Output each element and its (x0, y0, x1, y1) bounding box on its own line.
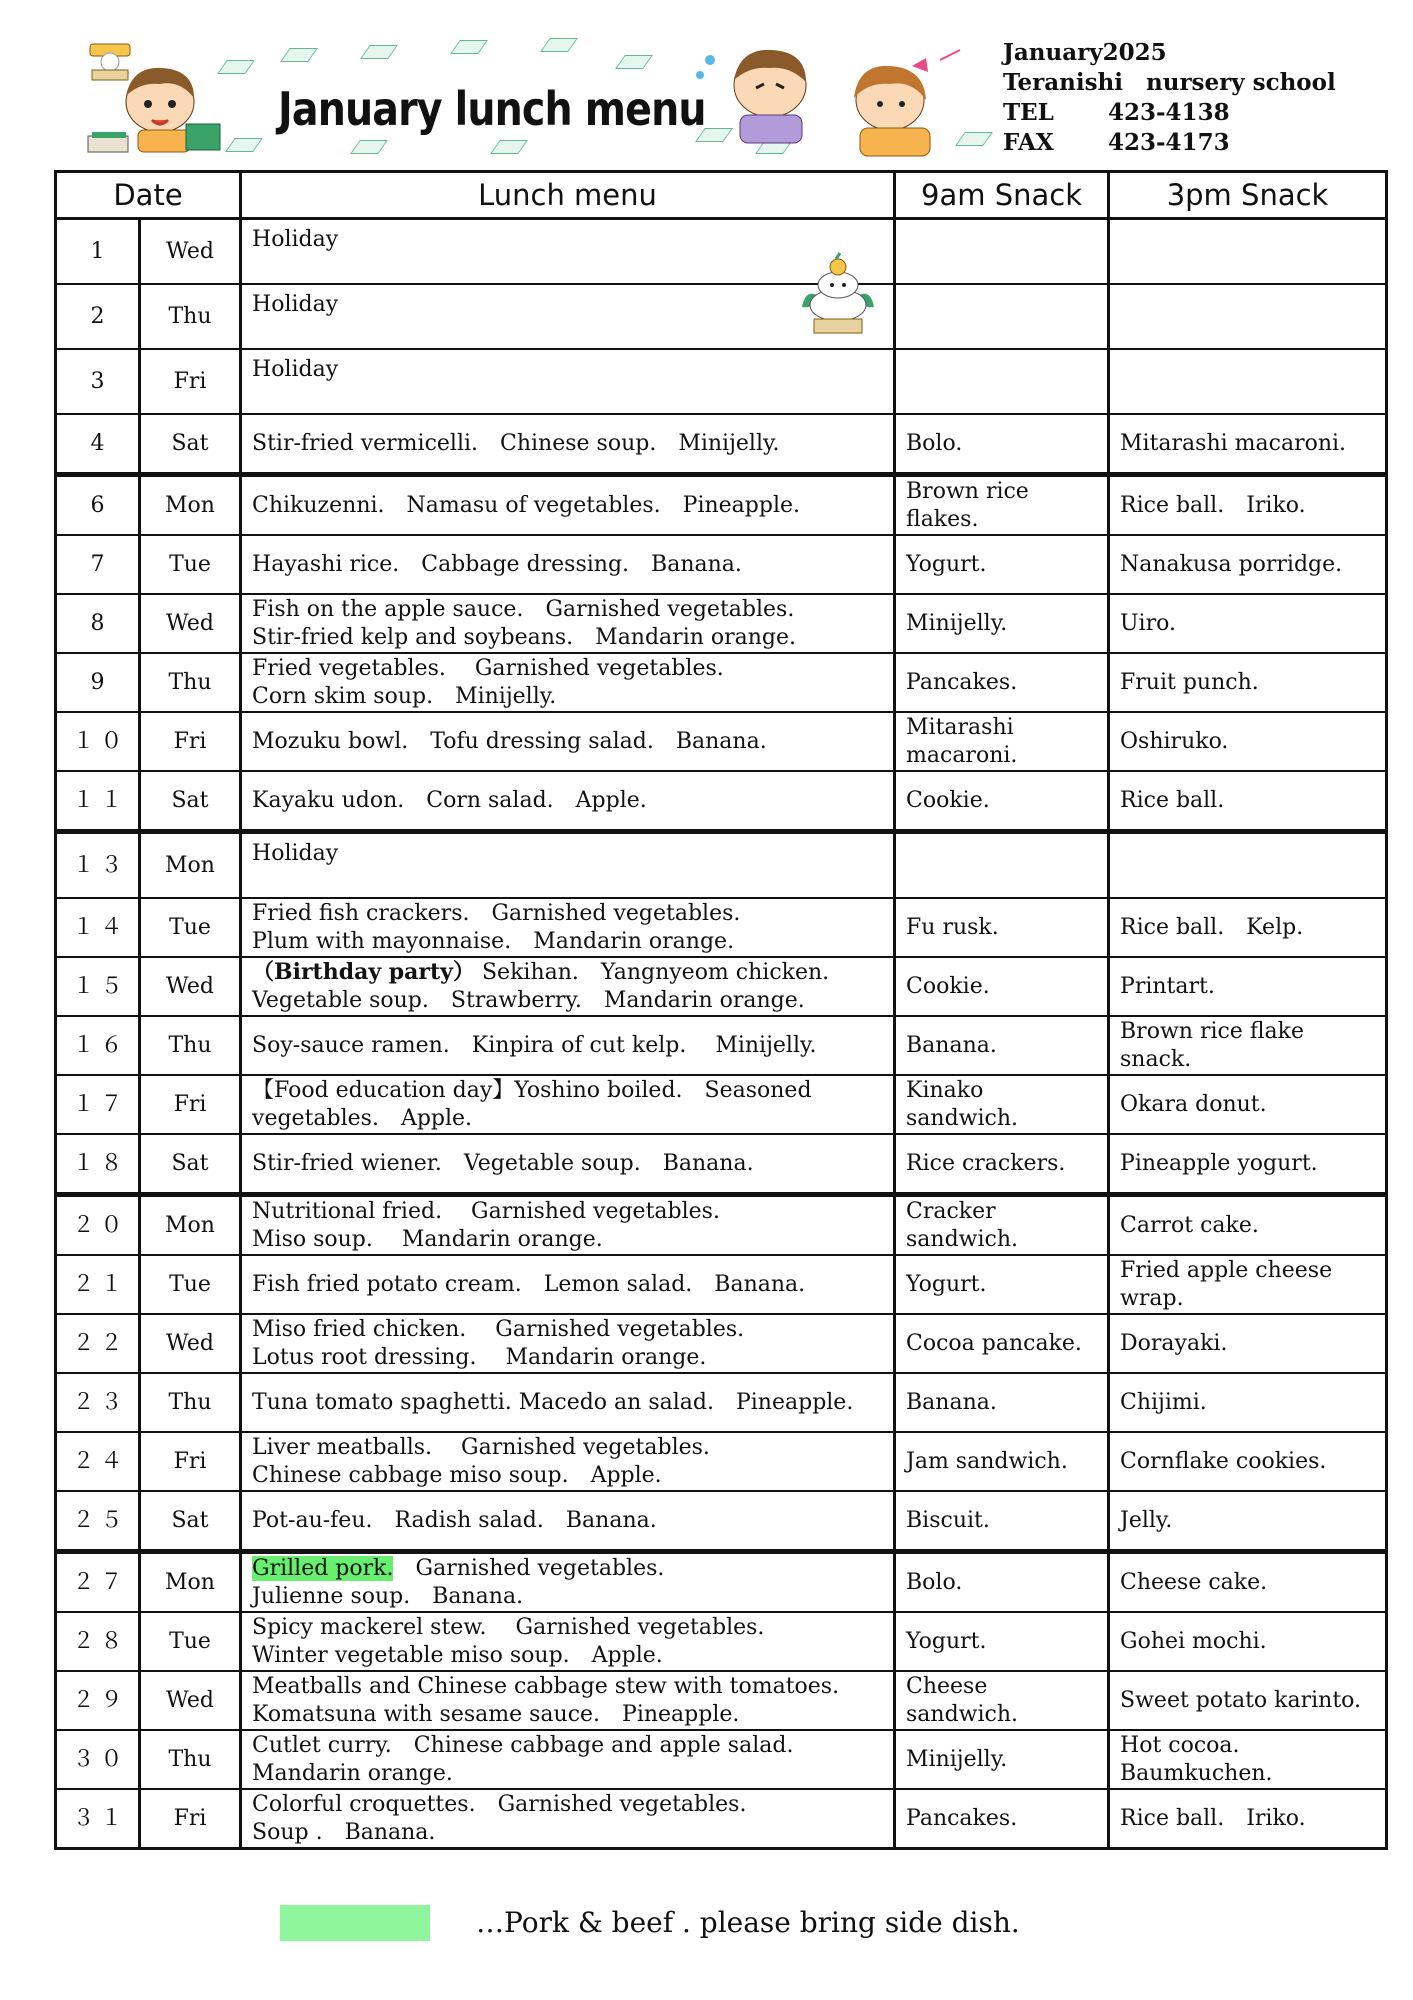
fax-label: FAX (1003, 129, 1054, 156)
weekday: Thu (140, 653, 241, 712)
card-decoration (490, 140, 528, 154)
lunch-line-2: Soup . Banana. (252, 1819, 436, 1845)
date-number: ３０ (56, 1730, 140, 1789)
lunch-text: Colorful croquettes. Garnished vegetables. (252, 1791, 747, 1817)
snack-9am: Cookie. (895, 957, 1109, 1016)
snack-3pm: Uiro. (1109, 594, 1387, 653)
weekday: Fri (140, 1432, 241, 1491)
card-decoration (450, 40, 488, 54)
table-row (56, 957, 1387, 1016)
tel-label: TEL (1003, 99, 1054, 126)
weekday: Wed (140, 1671, 241, 1730)
table-row (56, 535, 1387, 594)
lunch-line-1 (252, 291, 883, 319)
weekday: Thu (140, 1373, 241, 1432)
weekday: Sat (140, 1491, 241, 1552)
lunch-text: Soy-sauce ramen. Kinpira of cut kelp. Minijelly. (252, 1032, 817, 1058)
snack-9am: Cheese sandwich. (895, 1671, 1109, 1730)
lunch-line-2: Komatsuna with sesame sauce. Pineapple. (252, 1701, 740, 1727)
table-row (56, 349, 1387, 414)
table-row (56, 1612, 1387, 1671)
lunch-cell (241, 1255, 895, 1314)
school-info (1003, 38, 1336, 158)
weekday: Tue (140, 1255, 241, 1314)
snack-3pm: Jelly. (1109, 1491, 1387, 1552)
lunch-line-2: Corn skim soup. Minijelly. (252, 683, 557, 709)
table-row (56, 1671, 1387, 1730)
lunch-line-1 (252, 1316, 883, 1344)
lunch-menu-table (54, 170, 1388, 1850)
tel-number: 423-4138 (1108, 99, 1230, 126)
date-number: ２４ (56, 1432, 140, 1491)
snack-9am: Brown rice flakes. (895, 475, 1109, 536)
weekday: Wed (140, 594, 241, 653)
lunch-cell (241, 1432, 895, 1491)
lunch-line-1 (252, 1150, 883, 1178)
lunch-line-2: Vegetable soup. Strawberry. Mandarin orange. (252, 988, 805, 1013)
date-number: ２７ (56, 1552, 140, 1613)
boy-with-cards-illustration (82, 40, 232, 155)
lunch-cell (241, 1491, 895, 1552)
snack-3pm (1109, 219, 1387, 285)
lunch-text: Spicy mackerel stew. Garnished vegetables. (252, 1614, 765, 1640)
snack-3pm: Hot cocoa. Baumkuchen. (1109, 1730, 1387, 1789)
header-3pm-snack: 3pm Snack (1109, 172, 1387, 219)
date-number: １８ (56, 1134, 140, 1195)
lunch-text: Pot-au-feu. Radish salad. Banana. (252, 1507, 657, 1533)
lunch-line-2: Lotus root dressing. Mandarin orange. (252, 1344, 707, 1370)
table-row (56, 771, 1387, 832)
snack-9am: Yogurt. (895, 1255, 1109, 1314)
snack-9am: Banana. (895, 1373, 1109, 1432)
page-title: January lunch menu (278, 82, 706, 136)
menu-rows (56, 219, 1387, 1849)
card-decoration (280, 48, 318, 62)
lunch-cell (241, 1671, 895, 1730)
snack-3pm (1109, 284, 1387, 349)
lunch-text: Garnished vegetables. (415, 1555, 665, 1581)
table-row (56, 219, 1387, 285)
snack-9am: Cookie. (895, 771, 1109, 832)
snack-3pm: Dorayaki. (1109, 1314, 1387, 1373)
header-date: Date (56, 172, 241, 219)
table-row (56, 1195, 1387, 1256)
date-number: ３１ (56, 1789, 140, 1849)
month-label: January2025 (1003, 39, 1167, 66)
lunch-text: Mozuku bowl. Tofu dressing salad. Banana. (252, 728, 767, 754)
weekday: Tue (140, 1612, 241, 1671)
lunch-cell (241, 1075, 895, 1134)
snack-3pm: Carrot cake. (1109, 1195, 1387, 1256)
lunch-line-1 (252, 840, 883, 868)
snack-9am (895, 219, 1109, 285)
snack-3pm: Oshiruko. (1109, 712, 1387, 771)
snack-3pm: Cornflake cookies. (1109, 1432, 1387, 1491)
lunch-cell (241, 1195, 895, 1256)
lunch-cell (241, 475, 895, 536)
date-number: ２１ (56, 1255, 140, 1314)
table-row (56, 1730, 1387, 1789)
snack-9am: Banana. (895, 1016, 1109, 1075)
snack-3pm (1109, 832, 1387, 899)
lunch-text: Fried vegetables. Garnished vegetables. (252, 655, 724, 681)
lunch-text: Holiday (252, 841, 339, 866)
lunch-cell (241, 832, 895, 899)
school-name: Teranishi nursery school (1003, 69, 1336, 96)
lunch-text: Sekihan. Yangnyeom chicken. (481, 960, 830, 985)
lunch-cell (241, 1789, 895, 1849)
table-header (56, 172, 1387, 219)
snack-3pm: Mitarashi macaroni. (1109, 414, 1387, 475)
snack-3pm: Fruit punch. (1109, 653, 1387, 712)
lunch-line-1 (252, 1198, 883, 1226)
snack-9am: Minijelly. (895, 594, 1109, 653)
table-row (56, 594, 1387, 653)
lunch-cell (241, 653, 895, 712)
lunch-text: Tuna tomato spaghetti. Macedo an salad. Pineapple. (252, 1389, 854, 1415)
table-row (56, 1134, 1387, 1195)
lunch-line-1 (252, 596, 883, 624)
date-number: １１ (56, 771, 140, 832)
table-row (56, 898, 1387, 957)
legend-swatch (280, 1905, 430, 1941)
lunch-line-1 (252, 1077, 883, 1133)
lunch-text: Holiday (252, 227, 339, 252)
pork-beef-highlight: Grilled pork. (252, 1555, 394, 1581)
weekday: Tue (140, 898, 241, 957)
snack-9am (895, 284, 1109, 349)
header-9am-snack: 9am Snack (895, 172, 1109, 219)
fax-number: 423-4173 (1108, 129, 1230, 156)
date-number: 7 (56, 535, 140, 594)
weekday: Mon (140, 475, 241, 536)
lunch-cell (241, 414, 895, 475)
table-row (56, 1789, 1387, 1849)
date-number: 6 (56, 475, 140, 536)
snack-9am: Bolo. (895, 414, 1109, 475)
lunch-text: Holiday (252, 357, 339, 382)
lunch-line-1 (252, 655, 883, 683)
lunch-line-1 (252, 728, 883, 756)
snack-9am: Kinako sandwich. (895, 1075, 1109, 1134)
table-row (56, 1552, 1387, 1613)
date-number: ２２ (56, 1314, 140, 1373)
weekday: Sat (140, 1134, 241, 1195)
card-decoration (540, 38, 578, 52)
lunch-cell (241, 771, 895, 832)
weekday: Thu (140, 1016, 241, 1075)
date-number: 4 (56, 414, 140, 475)
snack-9am: Yogurt. (895, 535, 1109, 594)
lunch-line-1 (252, 900, 883, 928)
date-number: ２０ (56, 1195, 140, 1256)
lunch-text: Cutlet curry. Chinese cabbage and apple salad. (252, 1732, 794, 1758)
snack-3pm: Chijimi. (1109, 1373, 1387, 1432)
lunch-text: 【Food education day】Yoshino boiled. Seasoned vegetables. Apple. (252, 1077, 812, 1131)
snack-9am: Pancakes. (895, 1789, 1109, 1849)
snack-9am: Fu rusk. (895, 898, 1109, 957)
lunch-line-1 (252, 492, 883, 520)
snack-9am: Pancakes. (895, 653, 1109, 712)
date-number: 2 (56, 284, 140, 349)
weekday: Wed (140, 1314, 241, 1373)
table-row (56, 1075, 1387, 1134)
lunch-text: Fish fried potato cream. Lemon salad. Banana. (252, 1271, 806, 1297)
lunch-cell (241, 1314, 895, 1373)
header-lunch: Lunch menu (241, 172, 895, 219)
legend-text: …Pork & beef . please bring side dish. (476, 1906, 1020, 1939)
date-number: 1 (56, 219, 140, 285)
date-number: 8 (56, 594, 140, 653)
lunch-line-1 (252, 1791, 883, 1819)
lunch-cell (241, 1612, 895, 1671)
lunch-line-1 (252, 787, 883, 815)
table-row (56, 1016, 1387, 1075)
snack-9am (895, 349, 1109, 414)
table-row (56, 475, 1387, 536)
lunch-line-1 (252, 1434, 883, 1462)
snack-9am: Cracker sandwich. (895, 1195, 1109, 1256)
table-row (56, 832, 1387, 899)
weekday: Thu (140, 284, 241, 349)
lunch-text: Liver meatballs. Garnished vegetables. (252, 1434, 710, 1460)
date-number: １７ (56, 1075, 140, 1134)
lunch-text: Stir-fried vermicelli. Chinese soup. Minijelly. (252, 430, 780, 456)
snack-3pm: Rice ball. Kelp. (1109, 898, 1387, 957)
table-row (56, 1373, 1387, 1432)
table-row (56, 284, 1387, 349)
snack-3pm: Sweet potato karinto. (1109, 1671, 1387, 1730)
lunch-cell (241, 594, 895, 653)
kagami-mochi-illustration (796, 247, 880, 335)
snack-9am: Mitarashi macaroni. (895, 712, 1109, 771)
lunch-line-1 (252, 1032, 883, 1060)
weekday: Mon (140, 1195, 241, 1256)
children-playing-illustration (690, 40, 990, 165)
date-number: 9 (56, 653, 140, 712)
lunch-line-2: Stir-fried kelp and soybeans. Mandarin orange. (252, 624, 797, 650)
snack-9am: Minijelly. (895, 1730, 1109, 1789)
lunch-cell (241, 1730, 895, 1789)
lunch-line-1 (252, 1389, 883, 1417)
lunch-line-1 (252, 1732, 883, 1760)
lunch-text: Miso fried chicken. Garnished vegetables. (252, 1316, 745, 1342)
card-decoration (350, 140, 388, 154)
lunch-line-1 (252, 430, 883, 458)
snack-3pm: Printart. (1109, 957, 1387, 1016)
snack-3pm: Rice ball. Iriko. (1109, 1789, 1387, 1849)
lunch-text: Fried fish crackers. Garnished vegetables. (252, 900, 741, 926)
lunch-text: Fish on the apple sauce. Garnished vegetables. (252, 596, 795, 622)
weekday: Mon (140, 1552, 241, 1613)
lunch-line-2: Julienne soup. Banana. (252, 1583, 524, 1609)
date-number: １５ (56, 957, 140, 1016)
lunch-text: Hayashi rice. Cabbage dressing. Banana. (252, 551, 742, 577)
snack-3pm: Rice ball. (1109, 771, 1387, 832)
card-decoration (360, 45, 398, 59)
date-number: ２９ (56, 1671, 140, 1730)
table-row (56, 653, 1387, 712)
table-row (56, 1255, 1387, 1314)
snack-3pm (1109, 349, 1387, 414)
table-row (56, 1491, 1387, 1552)
lunch-line-1 (252, 1507, 883, 1535)
lunch-cell (241, 535, 895, 594)
lunch-line-1 (252, 1555, 883, 1583)
page-header (0, 0, 1413, 165)
weekday: Fri (140, 1789, 241, 1849)
snack-3pm: Fried apple cheese wrap. (1109, 1255, 1387, 1314)
snack-3pm: Okara donut. (1109, 1075, 1387, 1134)
snack-9am: Jam sandwich. (895, 1432, 1109, 1491)
lunch-line-1 (252, 551, 883, 579)
weekday: Mon (140, 832, 241, 899)
lunch-line-1 (252, 226, 883, 254)
table-row (56, 414, 1387, 475)
lunch-cell (241, 712, 895, 771)
snack-9am: Yogurt. (895, 1612, 1109, 1671)
weekday: Wed (140, 219, 241, 285)
date-number: １６ (56, 1016, 140, 1075)
date-number: １４ (56, 898, 140, 957)
weekday: Thu (140, 1730, 241, 1789)
weekday: Fri (140, 349, 241, 414)
date-number: ２３ (56, 1373, 140, 1432)
snack-9am (895, 832, 1109, 899)
card-decoration (615, 55, 653, 69)
lunch-line-1 (252, 356, 883, 384)
date-number: １０ (56, 712, 140, 771)
lunch-cell (241, 1373, 895, 1432)
lunch-line-2: Plum with mayonnaise. Mandarin orange. (252, 928, 735, 954)
lunch-line-2: Chinese cabbage miso soup. Apple. (252, 1462, 662, 1488)
snack-3pm: Rice ball. Iriko. (1109, 475, 1387, 536)
lunch-cell (241, 1552, 895, 1613)
lunch-text: Holiday (252, 292, 339, 317)
weekday: Sat (140, 414, 241, 475)
weekday: Sat (140, 771, 241, 832)
snack-9am: Cocoa pancake. (895, 1314, 1109, 1373)
date-number: 3 (56, 349, 140, 414)
lunch-cell (241, 349, 895, 414)
lunch-text: Meatballs and Chinese cabbage stew with tomatoes. (252, 1673, 840, 1699)
lunch-line-1 (252, 1271, 883, 1299)
table-row (56, 712, 1387, 771)
snack-3pm: Nanakusa porridge. (1109, 535, 1387, 594)
date-number: ２８ (56, 1612, 140, 1671)
lunch-cell (241, 1134, 895, 1195)
lunch-line-2: Winter vegetable miso soup. Apple. (252, 1642, 663, 1668)
lunch-line-2: Mandarin orange. (252, 1760, 453, 1786)
snack-3pm: Gohei mochi. (1109, 1612, 1387, 1671)
event-label: （Birthday party） (252, 959, 475, 985)
table-row (56, 1314, 1387, 1373)
lunch-text: Stir-fried wiener. Vegetable soup. Banana. (252, 1150, 754, 1176)
snack-3pm: Brown rice flake snack. (1109, 1016, 1387, 1075)
lunch-text: Chikuzenni. Namasu of vegetables. Pineapple. (252, 492, 800, 518)
lunch-line-2: Miso soup. Mandarin orange. (252, 1226, 603, 1252)
snack-9am: Bolo. (895, 1552, 1109, 1613)
lunch-text: Nutritional fried. Garnished vegetables. (252, 1198, 720, 1224)
lunch-cell (241, 957, 895, 1016)
lunch-line-1 (252, 1614, 883, 1642)
table-row (56, 1432, 1387, 1491)
lunch-cell (241, 1016, 895, 1075)
weekday: Tue (140, 535, 241, 594)
lunch-text: Kayaku udon. Corn salad. Apple. (252, 787, 647, 813)
snack-3pm: Cheese cake. (1109, 1552, 1387, 1613)
lunch-cell (241, 898, 895, 957)
snack-9am: Biscuit. (895, 1491, 1109, 1552)
date-number: １３ (56, 832, 140, 899)
weekday: Fri (140, 1075, 241, 1134)
snack-9am: Rice crackers. (895, 1134, 1109, 1195)
snack-3pm: Pineapple yogurt. (1109, 1134, 1387, 1195)
weekday: Wed (140, 957, 241, 1016)
lunch-line-1 (252, 958, 883, 987)
date-number: ２５ (56, 1491, 140, 1552)
lunch-line-1 (252, 1673, 883, 1701)
weekday: Fri (140, 712, 241, 771)
